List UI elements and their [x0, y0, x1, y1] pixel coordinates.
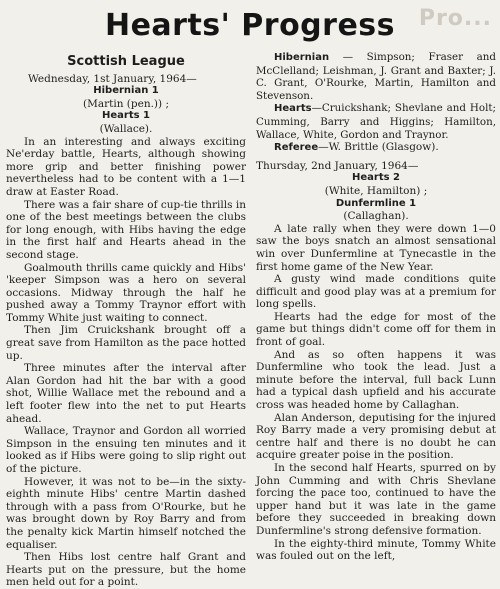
bleed-through-text: Pro...	[418, 6, 492, 31]
right-column	[256, 51, 496, 563]
hearts-lineup	[256, 102, 496, 141]
home-team-score: Hibernian 1	[93, 85, 159, 97]
report-paragraph: A late rally when they were down 1—0 saw the boys snatch an almost sensational win over Dunfermline at Tynecastle in the first home game of the New Year.	[256, 222, 496, 273]
referee-line	[256, 141, 496, 155]
home-scorers: (Martin (pen.)) ;	[82, 97, 169, 110]
report-paragraph: There was a fair share of cup-tie thrills in one of the best meetings between the clubs for long enough, with Hibs having the edge in the first half and Hearts ahead in the second stage.	[6, 198, 246, 261]
report-paragraph: In an interesting and always exciting Ne'erday battle, Hearts, although showing more grip and better finishing power nevertheless had to be content with a 1—1 draw at Easter Road.	[6, 135, 246, 198]
home-team-score: Hearts 2	[351, 172, 400, 184]
away-scorers: (Callaghan).	[343, 210, 409, 223]
home-scorers: (White, Hamilton) ;	[324, 184, 428, 197]
report-paragraph: In the second half Hearts, spurred on by John Cumming and with Chris Shevlane forcing the pace too, continued to have the upper hand but it was late in the game before they succeeded in breaking down Dunfermline's strong defensive formation.	[256, 462, 496, 537]
page-title: Hearts' Progress	[104, 8, 396, 43]
away-team-score: Dunfermline 1	[335, 197, 417, 209]
hibs-lineup	[256, 51, 496, 102]
report-paragraph: A gusty wind made conditions quite difficult and good play was at a premium for long spells.	[256, 273, 496, 311]
report-paragraph: Wallace, Traynor and Gordon all worried Simpson in the ensuing ten minutes and it looked as if Hibs were going to slip right out of the picture.	[6, 425, 246, 475]
report-paragraph: Three minutes after the interval after Alan Gordon had hit the bar with a good shot, Willie Wallace met the rebound and a left footer flew into the net to put Hearts ahead.	[6, 362, 246, 425]
away-team-score: Hearts 1	[101, 110, 150, 122]
hearts-team-label: Hearts	[274, 103, 312, 115]
report-paragraph: However, it was not to be—in the sixty-eighth minute Hibs' centre Martin dashed through with a pass from O'Rourke, but he was brought down by Roy Barry and from the penalty kick Martin himself notched the equaliser.	[6, 475, 246, 551]
hibs-players: — Simpson; Fraser and McClelland; Leishman, J. Grant and Baxter; J. C. Grant, O'Rourke, Martin, Hamilton and Stevenson.	[256, 51, 496, 102]
section-heading: Scottish League	[67, 54, 185, 69]
report-paragraph: Then Hibs lost centre half Grant and Hearts put on the pressure, but the home men held out for a point.	[6, 551, 246, 589]
hearts-players: —Cruickshank; Shevlane and Holt; Cumming, Barry and Higgins; Hamilton, Wallace, White, Gordon and Traynor.	[256, 102, 496, 141]
report-paragraph: Goalmouth thrills came quickly and Hibs' 'keeper Simpson was a hero on several occasions. Midway through the half he pushed away a Tommy Traynor effort with Tommy White just waiting to connect.	[6, 261, 246, 324]
referee-name: —W. Brittle (Glasgow).	[318, 141, 439, 154]
away-scorers: (Wallace).	[99, 122, 153, 135]
match-date: Thursday, 2nd January, 1964—	[256, 159, 419, 172]
referee-label: Referee	[274, 142, 319, 154]
report-paragraph: Hearts had the edge for most of the game but things didn't come off for them in front of goal.	[256, 310, 496, 349]
report-paragraph: Then Jim Cruickshank brought off a great save from Hamilton as the pace hotted up.	[6, 324, 246, 362]
match-date: Wednesday, 1st January, 1964—	[28, 72, 197, 85]
left-column	[6, 56, 246, 589]
hibs-team-label: Hibernian	[274, 52, 330, 63]
report-paragraph: And as so often happens it was Dunfermline who took the lead. Just a minute before the interval, full back Lunn had a typical dash upfield and his accurate cross was headed home by Callaghan.	[256, 348, 496, 412]
report-paragraph: In the eighty-third minute, Tommy White was fouled out on the left,	[256, 537, 496, 563]
report-paragraph: Alan Anderson, deputising for the injured Roy Barry made a very promising debut at centre half and there is no doubt he can acquire greater poise in the position.	[256, 411, 496, 462]
